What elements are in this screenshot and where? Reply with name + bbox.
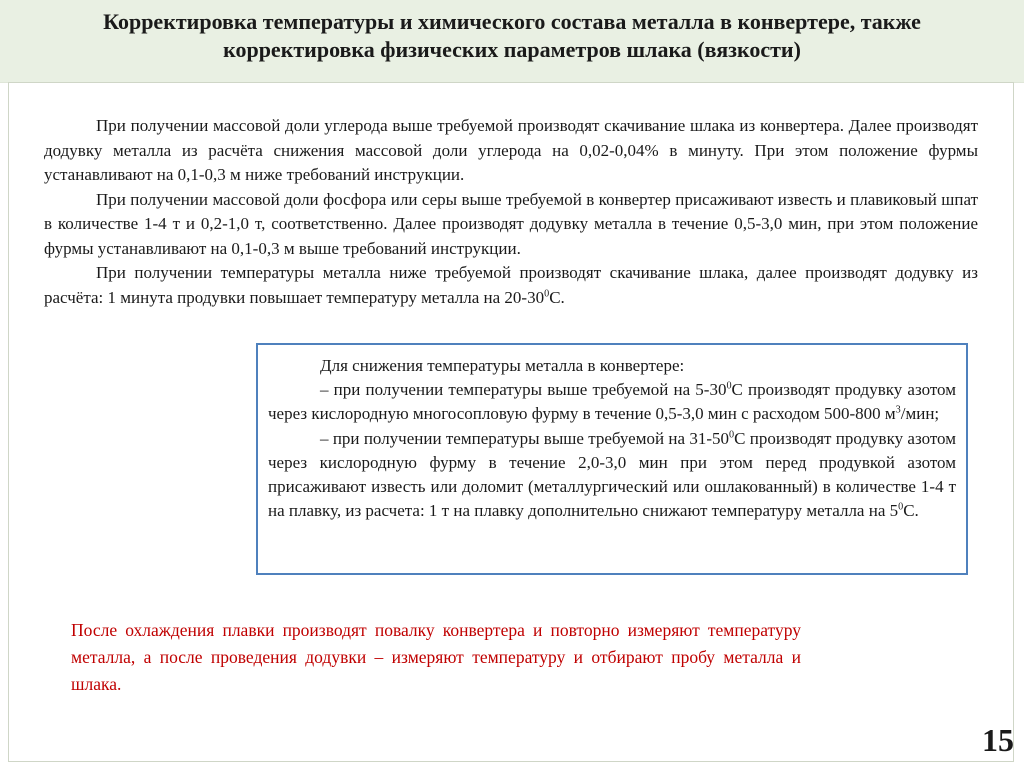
main-text [44,114,978,310]
box-item-1-part3: /мин; [900,404,940,424]
slide-title-line-1: Корректировка температуры и химического состава металла в конвертере, также [103,9,921,34]
box-item-1-part2: С производят продувку азотом через кислородную многосопловую фурму в течение 0,5-3,0 мин с расходом 500-800 м [268,380,956,424]
temperature-reduction-box [256,343,968,575]
paragraph-temperature-low [44,261,978,310]
page-number: 15 [982,722,1014,758]
box-item-2-part3: С. [903,501,919,521]
paragraph-temperature-low-text: При получении температуры металла ниже требуемой производят скачивание шлака, далее производят додувку из расчёта: 1 минута продувки повышает температуру металла на 20-30 [44,263,978,307]
box-item-1-cubic: 3 [895,404,901,416]
box-item-2-degree-2: 0 [898,501,904,513]
conclusion-text: После охлаждения плавки производят повалку конвертера и повторно измеряют температуру металла, а после проведения додувки – измеряют температуру и отбирают пробу металла и шлака. [71,620,801,694]
slide-title-line-2: корректировка физических параметров шлака (вязкости) [223,37,801,62]
box-item-2 [268,427,956,524]
degree-superscript: 0 [544,287,550,299]
box-heading: Для снижения температуры металла в конвертере: [320,356,685,375]
temperature-reduction-content [268,354,956,523]
paragraph-temperature-low-tail: С. [549,287,565,307]
paragraph-carbon: При получении массовой доли углерода выше требуемой производят скачивание шлака из конвертера. Далее производят додувку металла из расчёта снижения массовой доли углерода на 0,02-0,04% в минуту. При этом положение фурмы устанавливают на 0,1-0,3 м ниже требований инструкции. [44,116,978,184]
slide-header [0,0,1024,83]
box-item-2-degree: 0 [729,428,735,440]
slide-title [10,8,1014,64]
box-item-1 [268,378,956,426]
paragraph-phosphorus-sulfur: При получении массовой доли фосфора или серы выше требуемой в конвертер присаживают известь и плавиковый шпат в количестве 1-4 т и 0,2-1,0 т, соответственно. Далее производят додувку металла в течение 0,5-3,0 мин, при этом положение фурмы устанавливают на 0,1-0,3 м выше требований инструкции. [44,189,978,258]
box-item-2-part1: – при получении температуры выше требуемой на 31-50 [320,428,729,448]
box-item-1-degree: 0 [726,380,732,392]
box-item-1-part1: – при получении температуры выше требуемой на 5-30 [320,380,727,400]
box-item-2-part2: С производят продувку азотом через кислородную фурму в течение 2,0-3,0 мин при этом перед продувкой азотом присаживают известь или доломит (металлургический или ошлакованный) в количестве 1-4 т на плавку, из расчета: 1 т на плавку дополнительно снижают температуру металла на 5 [268,428,956,521]
